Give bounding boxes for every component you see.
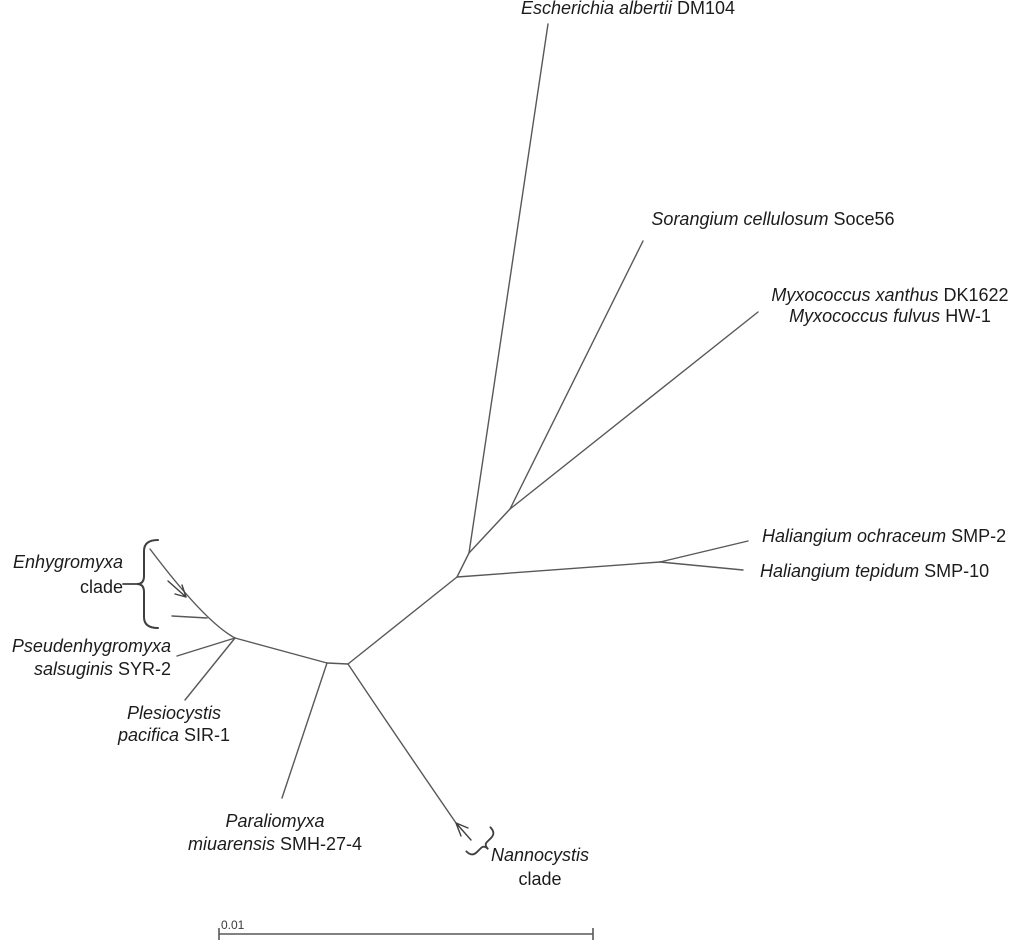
label-sorangium-cellulosum: Sorangium cellulosum Soce56 [651,209,895,229]
nannocystis-clade-name: Nannocystis [490,845,590,865]
branch-nannocystis-clade [348,664,456,823]
label-plesiocystis-pacifica: Plesiocystis pacifica SIR-1 [117,703,231,745]
branch-escherichia-albertii [469,24,548,553]
label-escherichia-albertii: Escherichia albertii DM104 [520,0,736,18]
branch-internal-hub-upper [457,553,469,577]
branch-haliangium-tepidum [660,562,743,570]
branch-myxococcus [510,312,758,509]
branch-internal-left [235,638,327,663]
label-pseudenhygromyxa-salsuginis: Pseudenhygromyxa salsuginis SYR-2 [11,636,171,679]
label-haliangium-tepidum: Haliangium tepidum SMP-10 [760,561,990,581]
label-haliangium-ochraceum: Haliangium ochraceum SMP-2 [762,526,1007,546]
branch-sorangium-cellulosum [510,241,643,509]
label-enhygromyxa-clade [13,550,123,600]
branch-paraliomyxa-miuarensis [282,663,327,798]
branch-internal-lower [327,663,348,664]
scale-bar [219,928,593,940]
label-myxococcus-fulvus: Myxococcus fulvus HW-1 [789,306,991,326]
branch-internal-hub-lower [348,577,457,664]
branch-haliangium-ochraceum [660,541,748,562]
nannocystis-clade-word: clade [518,869,562,889]
scale-bar-value: 0.01 [221,918,245,932]
label-myxococcus-group [771,285,1008,327]
branch-enhygromyxa-short [172,616,207,618]
nannocystis-arrow-icon [456,823,471,840]
enhygromyxa-clade-name: Enhygromyxa [12,552,123,572]
branch-haliangium-stem [457,562,660,577]
branch-pseudenhygromyxa-salsuginis [177,638,235,656]
label-myxococcus-xanthus: Myxococcus xanthus DK1622 [771,285,1009,305]
branch-plesiocystis-pacifica [185,638,235,700]
label-paraliomyxa-miuarensis: Paraliomyxa miuarensis SMH-27-4 [187,811,363,854]
label-nannocystis-clade [491,843,589,891]
enhygromyxa-brace-icon [137,540,158,628]
enhygromyxa-clade-word: clade [79,577,123,597]
branch-enhygromyxa-main [150,549,235,638]
tree-branches [150,24,758,823]
